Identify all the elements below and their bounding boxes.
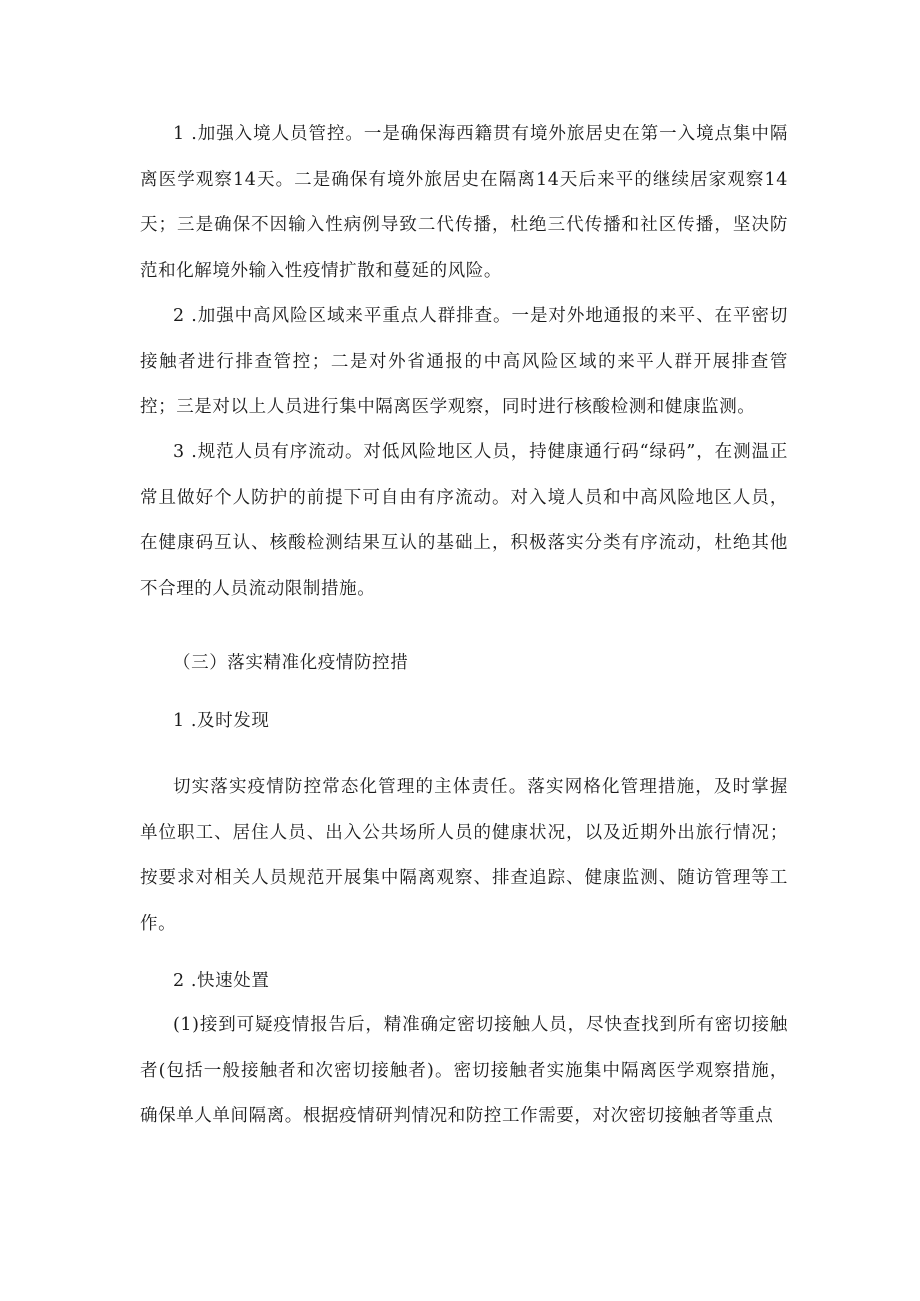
paragraph-timely-discovery: 切实落实疫情防控常态化管理的主体责任。落实网格化管理措施，及时掌握单位职工、居住人员、出入公共场所人员的健康状况，以及近期外出旅行情况；按要求对相关人员规范开展集中隔离观察、排查追踪、健康监测、随访管理等工作。: [140, 777, 788, 934]
paragraph-risk-area-screening: 2 .加强中高风险区域来平重点人群排查。一是对外地通报的来平、在平密切接触者进行排查管控；二是对外省通报的中高风险区域的来平人群开展排查管控；三是对以上人员进行集中隔离医学观察，同时进行核酸检测和健康监测。: [140, 306, 788, 417]
paragraph-inbound-control: 1 .加强入境人员管控。一是确保海西籍贯有境外旅居史在第一入境点集中隔离医学观察14天。二是确保有境外旅居史在隔离14天后来平的继续居家观察14天；三是确保不因输入性病例导致二代传播，杜绝三代传播和社区传播，坚决防范和化解境外输入性疫情扩散和蔓延的风险。: [140, 124, 788, 281]
paragraph-rapid-response: (1)接到可疑疫情报告后，精准确定密切接触人员，尽快查找到所有密切接触者(包括一般接触者和次密切接触者)。密切接触者实施集中隔离医学观察措施，确保单人单间隔离。根据疫情研判情况和防控工作需要，对次密切接触者等重点: [140, 1015, 788, 1126]
paragraph-orderly-movement: 3 .规范人员有序流动。对低风险地区人员，持健康通行码“绿码”，在测温正常且做好个人防护的前提下可自由有序流动。对入境人员和中高风险地区人员，在健康码互认、核酸检测结果互认的基础上，积极落实分类有序流动，杜绝其他不合理的人员流动限制措施。: [140, 442, 788, 599]
subheading-rapid-response: 2 .快速处置: [173, 971, 270, 991]
subheading-timely-discovery: 1 .及时发现: [173, 711, 270, 731]
section-heading: （三）落实精准化疫情防控措: [173, 653, 409, 673]
